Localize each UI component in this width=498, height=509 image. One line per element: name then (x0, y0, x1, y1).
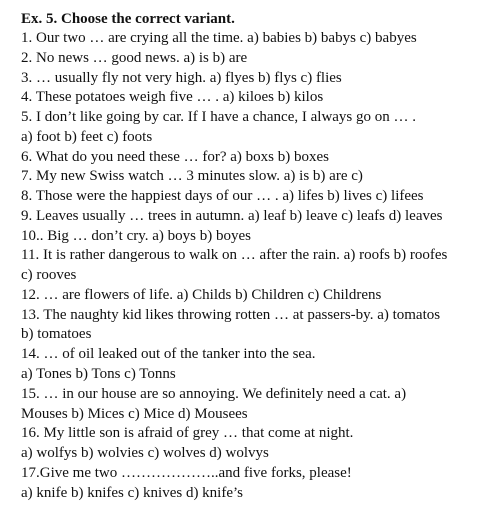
text-line: 6. What do you need these … for? a) boxs b) boxes (21, 148, 329, 165)
text-line: Mouses b) Mices c) Mice d) Mousees (21, 405, 248, 422)
text-line: a) Tones b) Tons c) Tonns (21, 366, 176, 383)
text-line: 14. … of oil leaked out of the tanker into the sea. (21, 346, 316, 363)
text-line: 2. No news … good news. a) is b) are (21, 49, 248, 66)
text-line: 16. My little son is afraid of grey … that come at night. (21, 425, 354, 442)
text-line: 13. The naughty kid likes throwing rotten … at passers-by. a) tomatos (21, 306, 441, 323)
text-line: 9. Leaves usually … trees in autumn. a) leaf b) leave c) leafs d) leaves (21, 207, 443, 224)
text-line: 12. … are flowers of life. a) Childs b) Children c) Childrens (21, 286, 382, 303)
text-line: 17.Give me two ………………..and five forks, please! (21, 464, 352, 481)
text-line: 1. Our two … are crying all the time. a) babies b) babys c) babyes (21, 30, 417, 46)
text-line: 8. Those were the happiest days of our … . a) lifes b) lives c) lifees (21, 188, 424, 205)
text-line: 10.. Big … don’t cry. a) boys b) boyes (21, 227, 251, 244)
text-line: b) tomatoes (21, 326, 92, 343)
text-line: 11. It is rather dangerous to walk on … after the rain. a) roofs b) roofes (21, 247, 448, 264)
text-line: 7. My new Swiss watch … 3 minutes slow. a) is b) are c) (21, 168, 363, 185)
exercise-title: Ex. 5. Choose the correct variant. (21, 11, 235, 27)
text-line: 4. These potatoes weigh five … . a) kiloes b) kilos (21, 89, 324, 106)
text-line: a) foot b) feet c) foots (21, 128, 153, 145)
text-line: a) knife b) knifes c) knives d) knife’s (21, 484, 244, 501)
text-line: 15. … in our house are so annoying. We definitely need a cat. a) (21, 385, 407, 402)
exercise-page (21, 9, 495, 503)
text-line: c) rooves (21, 267, 77, 284)
text-line: 5. I don’t like going by car. If I have a chance, I always go on … . (21, 109, 417, 126)
text-line: a) wolfys b) wolvies c) wolves d) wolvys (21, 445, 269, 462)
text-line: 3. … usually fly not very high. a) flyes b) flys c) flies (21, 69, 342, 86)
